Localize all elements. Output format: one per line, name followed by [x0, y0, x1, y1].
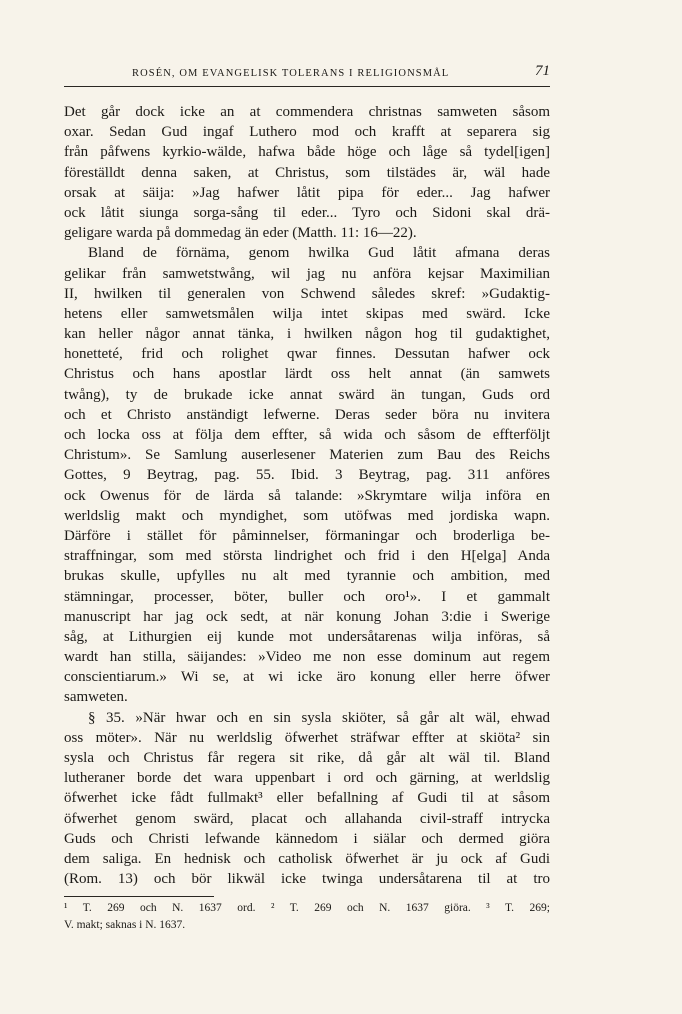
body-text [64, 102, 550, 889]
text-line: Det går dock icke an at commendera christnas samweten såsom [64, 104, 550, 120]
text-line: och locka oss at följa dem effter, så wida och såsom de effterföljt [64, 427, 550, 443]
text-line: geligare warda på dommedag än eder (Matth. 11: 16—22). [64, 225, 417, 242]
text-line: Därföre i stället för påminnelser, förmaningar och broderliga be- [64, 527, 550, 544]
text-line: Bland de förnäma, genom hwilka Gud låtit afmana deras [88, 245, 550, 262]
text-line: honetteté, frid och rolighet qwar finnes. Dessutan hafwer ock [64, 346, 550, 363]
text-line: kan heller någor annat tänka, i hwilken någon hog til gudaktighet, [64, 326, 550, 343]
text-line: oss möter». När nu werldslig öfwerhet sträfwar effter at skiöta² sin [64, 729, 550, 746]
text-line: manuscript har jag ock sedt, at när konung Johan 3:die i Swerige [64, 608, 550, 625]
text-line: Christum». Se Samlung auserlesener Materien zum Bau des Reichs [64, 447, 550, 464]
text-line: stämningar, processer, böter, buller och oro¹». I et gammalt [64, 588, 550, 605]
footnote-line: V. makt; saknas i N. 1637. [64, 919, 186, 931]
text-line: straffningar, som med största lindrighet och frid i den H[elga] Anda [64, 548, 550, 565]
text-line: samweten. [64, 689, 128, 706]
text-line: II, hwilken til generalen von Schwend således skref: »Gudaktig- [64, 285, 550, 302]
text-line: (Rom. 13) och bör likwäl icke twinga undersåtarena til at tro [64, 871, 550, 888]
text-line: wardt han stilla, säijandes: »Video me non esse dominum aut regem [64, 649, 550, 666]
footnotes [64, 896, 550, 934]
text-line: såg, at Lithurgien eij kunde mot undersåtarenas wilja införas, så [64, 628, 550, 645]
text-line: lutheraner borde det wara uppenbart i ord och gärning, at werldslig [64, 770, 550, 787]
text-line: orsak at säija: »Jag hafwer låtit pipa för eder... Jag hafwer [64, 184, 550, 201]
text-line: twång), ty de brukade icke annat swärd än tungan, Guds ord [64, 386, 550, 403]
running-title: ROSÉN, OM EVANGELISK TOLERANS I RELIGIONSMÅL [132, 68, 450, 79]
text-line: sysla och Christus får regera sit rike, då går alt wäl til. Bland [64, 750, 550, 766]
footnote-rule [64, 896, 214, 897]
text-line: Christus och hans apostlar lärdt oss helt annat (än samwets [64, 366, 550, 383]
text-line: från påfwens kyrkio-wälde, hafwa både höge och låge så tydel[igen] [64, 144, 550, 161]
page-number: 71 [535, 63, 550, 79]
text-line: ock låtit siunga sorga-sång til eder... Tyro och Sidoni skal drä- [64, 204, 550, 221]
text-line: dem saliga. En hednisk och catholisk öfwerhet är ju ock af Gudi [64, 850, 550, 867]
text-line: conscientiarum.» Wi se, at wi icke äro konung eller herre öfwer [64, 669, 550, 686]
text-line: Gottes, 9 Beytrag, pag. 55. Ibid. 3 Beytrag, pag. 311 anföres [64, 467, 550, 484]
footnote-line: ¹ T. 269 och N. 1637 ord. ² T. 269 och N. 1637 giöra. ³ T. 269; [64, 902, 550, 914]
text-line: werldslig makt och myndighet, som utöfwas med jordiska wapn. [64, 507, 550, 524]
page-header [64, 63, 550, 87]
text-line: Guds och Christi lefwande kännedom i siälar och dermed giöra [64, 830, 550, 847]
text-line: gelikar från samwetstwång, wil jag nu anföra kejsar Maximilian [64, 265, 550, 282]
text-line: öfwerhet icke fådt fullmakt³ eller befallning af Gudi til at såsom [64, 790, 550, 807]
text-line: hetens eller samwetsmålen wilja intet skipas med swärd. Icke [64, 305, 550, 322]
text-line: oxar. Sedan Gud ingaf Luthero mod och krafft at separera sig [64, 124, 550, 141]
text-line: öfwerhet genom swärd, placat och allahanda civil-straff intrycka [64, 810, 550, 827]
text-line: § 35. »När hwar och en sin sysla skiöter, så går alt wäl, ehwad [88, 709, 550, 726]
text-line: och et Christo anständigt lefwerne. Deras seder böra nu invitera [64, 406, 550, 423]
text-line: brukas skulle, upfylles nu alt med tyrannie och ambition, med [64, 568, 550, 585]
text-line: föreställdt denna saken, at Christus, som tilstädes är, wäl hade [64, 164, 550, 181]
text-line: ock Owenus för de lärda så talande: »Skrymtare wilja införa en [64, 487, 550, 504]
